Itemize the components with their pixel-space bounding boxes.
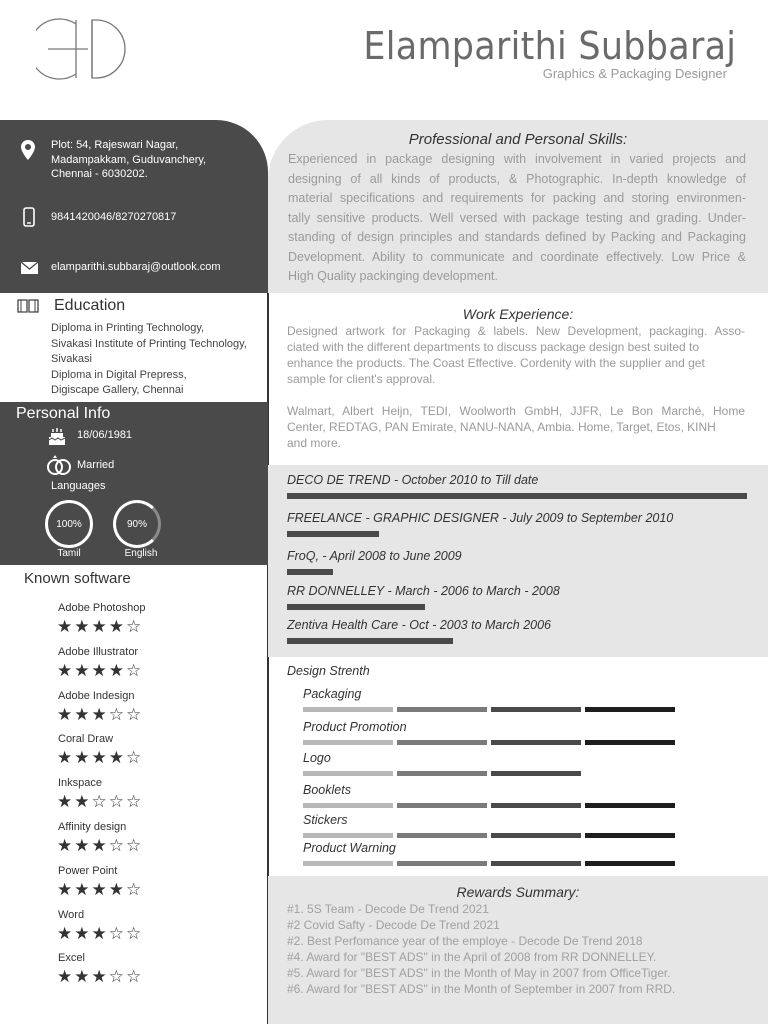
software-rating-stars: ★★★☆☆ xyxy=(57,836,144,855)
design-strength-title: Design Strenth xyxy=(287,664,370,678)
address: Plot: 54, Rajeswari Nagar, Madampakkam, Guduvanchery, Chennai - 6030202. xyxy=(51,139,207,180)
strength-label: Product Warning xyxy=(303,841,396,855)
strength-level-segment xyxy=(303,833,393,838)
rewards-list xyxy=(287,901,675,997)
ed-monogram-logo xyxy=(36,16,132,82)
book-icon xyxy=(17,298,39,314)
strength-level-segment xyxy=(491,861,581,866)
strength-label: Stickers xyxy=(303,813,348,827)
software-rating-stars: ★★☆☆☆ xyxy=(57,792,144,812)
software-rating-stars: ★★★☆☆ xyxy=(57,704,144,724)
phone-icon xyxy=(23,207,35,227)
strength-level-segment xyxy=(303,771,393,776)
work-title: Work Experience: xyxy=(462,306,574,322)
personal-info-title: Personal Info xyxy=(16,405,111,422)
software-name: Power Point xyxy=(58,864,118,877)
software-name: Excel xyxy=(58,952,85,965)
job-entry: RR DONNELLEY - March - 2006 to March - 2008 xyxy=(287,584,560,598)
software-name: Adobe Illustrator xyxy=(58,645,139,658)
job-entry: Zentiva Health Care - Oct - 2003 to March 2006 xyxy=(287,618,552,632)
strength-level-segment xyxy=(491,740,581,745)
strength-level-segment xyxy=(397,803,487,808)
software-name: Word xyxy=(58,908,85,921)
client-list: Walmart, Albert Heijn, TEDI, Woolworth GmbH, JJFR, Le Bon Marché, Home Center, REDTAG, PAN Emirate, NANU-NANA, Ambia. Home, Target, Etos, KINH and more. xyxy=(287,404,745,450)
strength-level-segment xyxy=(397,707,487,712)
language-gauge-english: 90% xyxy=(113,500,161,548)
language-name-tamil: Tamil xyxy=(57,548,81,559)
strength-level-segment xyxy=(303,861,393,866)
reward-item: #4. Award for "BEST ADS" in the April of 2008 from RR DONNELLEY. xyxy=(287,950,657,964)
software-name: Coral Draw xyxy=(58,733,114,746)
reward-item: #5. Award for "BEST ADS" in the Month of May in 2007 from OfficeTiger. xyxy=(287,966,671,980)
work-description: Designed artwork for Packaging & labels. New Development, packaging. Asso- ciated with the different departments to discuss package design best suited to enhance the products. The Coast Effective. Cordenity with the supplier and get sample for client's approval. xyxy=(287,324,745,386)
job-entry: FREELANCE - GRAPHIC DESIGNER - July 2009 to September 2010 xyxy=(287,511,674,525)
strength-level-segment xyxy=(303,740,393,745)
birthday-cake-icon xyxy=(47,426,67,446)
language-name-english: English xyxy=(124,548,158,559)
education-details: Diploma in Printing Technology, Sivakasi Institute of Printing Technology, Sivakasi Diploma in Digital Prepress, Digiscape Gallery, Chennai xyxy=(51,322,247,396)
strength-level-segment xyxy=(585,707,675,712)
strength-level-segment xyxy=(303,707,393,712)
skills-title: Professional and Personal Skills: xyxy=(408,131,628,148)
strength-level-segment xyxy=(303,803,393,808)
candidate-name: Elamparithi Subbaraj xyxy=(363,24,736,68)
rewards-title: Rewards Summary: xyxy=(456,884,580,900)
software-name: Adobe Indesign xyxy=(58,689,135,702)
strength-level-segment xyxy=(397,740,487,745)
software-title: Known software xyxy=(24,570,131,587)
education-title: Education xyxy=(54,297,126,314)
strength-level-segment xyxy=(585,803,675,808)
strength-level-segment xyxy=(397,771,487,776)
software-rating-stars: ★★★★☆ xyxy=(57,748,144,768)
software-rating-stars: ★★★☆☆ xyxy=(57,923,144,943)
strength-level-segment xyxy=(585,833,675,838)
strength-label: Product Promotion xyxy=(303,720,407,734)
job-duration-bar xyxy=(287,604,425,610)
strength-level-segment xyxy=(491,707,581,712)
phone-number[interactable]: 9841420046/8270270817 xyxy=(51,211,177,223)
software-rating-stars: ★★★★☆ xyxy=(57,879,144,899)
job-duration-bar xyxy=(287,493,747,499)
date-of-birth: 18/06/1981 xyxy=(77,429,133,441)
software-rating-stars: ★★★★☆ xyxy=(57,660,144,680)
strength-level-segment xyxy=(491,771,581,776)
job-entry: FroQ, - April 2008 to June 2009 xyxy=(287,549,462,563)
software-name: Inkspace xyxy=(58,777,103,790)
strength-label: Packaging xyxy=(303,687,362,701)
job-duration-bar xyxy=(287,531,379,537)
marital-status: Married xyxy=(77,459,115,471)
strength-level-segment xyxy=(397,861,487,866)
strength-level-segment xyxy=(491,803,581,808)
strength-label: Booklets xyxy=(303,783,351,797)
reward-item: #1. 5S Team - Decode De Trend 2021 xyxy=(287,902,489,916)
software-name: Adobe Photoshop xyxy=(58,602,146,614)
job-entry: DECO DE TREND - October 2010 to Till date xyxy=(287,473,539,487)
strength-level-segment xyxy=(491,833,581,838)
strength-level-segment xyxy=(585,861,675,866)
job-title: Graphics & Packaging Designer xyxy=(542,66,727,81)
location-pin-icon xyxy=(21,140,35,160)
reward-item: #2. Best Perfomance year of the employe - Decode De Trend 2018 xyxy=(287,934,643,948)
reward-item: #2 Covid Safty - Decode De Trend 2021 xyxy=(287,918,500,932)
languages-title: Languages xyxy=(51,480,106,492)
software-name: Affinity design xyxy=(58,821,127,833)
software-rating-stars: ★★★☆☆ xyxy=(57,967,144,987)
wedding-rings-icon xyxy=(46,455,72,475)
language-gauge-tamil: 100% xyxy=(45,500,93,548)
job-duration-bar xyxy=(287,569,333,575)
strength-level-segment xyxy=(397,833,487,838)
email-address[interactable]: elamparithi.subbaraj@outlook.com xyxy=(51,261,221,273)
strength-label: Logo xyxy=(303,751,331,765)
strength-level-segment xyxy=(585,740,675,745)
software-rating-stars: ★★★★☆ xyxy=(57,617,144,636)
email-icon xyxy=(21,262,38,274)
reward-item: #6. Award for "BEST ADS" in the Month of September in 2007 from RRD. xyxy=(287,982,676,996)
skills-text: Experienced in package designing with involvement in varied projects and designing of all kinds of products, & Photographic. In-depth knowledge of material specifications and requirements for packing and storing environmen- tally sensitive products. Well versed with package testing and grading. Under- standing of design principles and standards defined by Packing and Packaging Development. Ability to communicate and coordinate effectively. Low Price & High Quality packinging development. xyxy=(288,152,746,283)
job-duration-bar xyxy=(287,638,453,644)
